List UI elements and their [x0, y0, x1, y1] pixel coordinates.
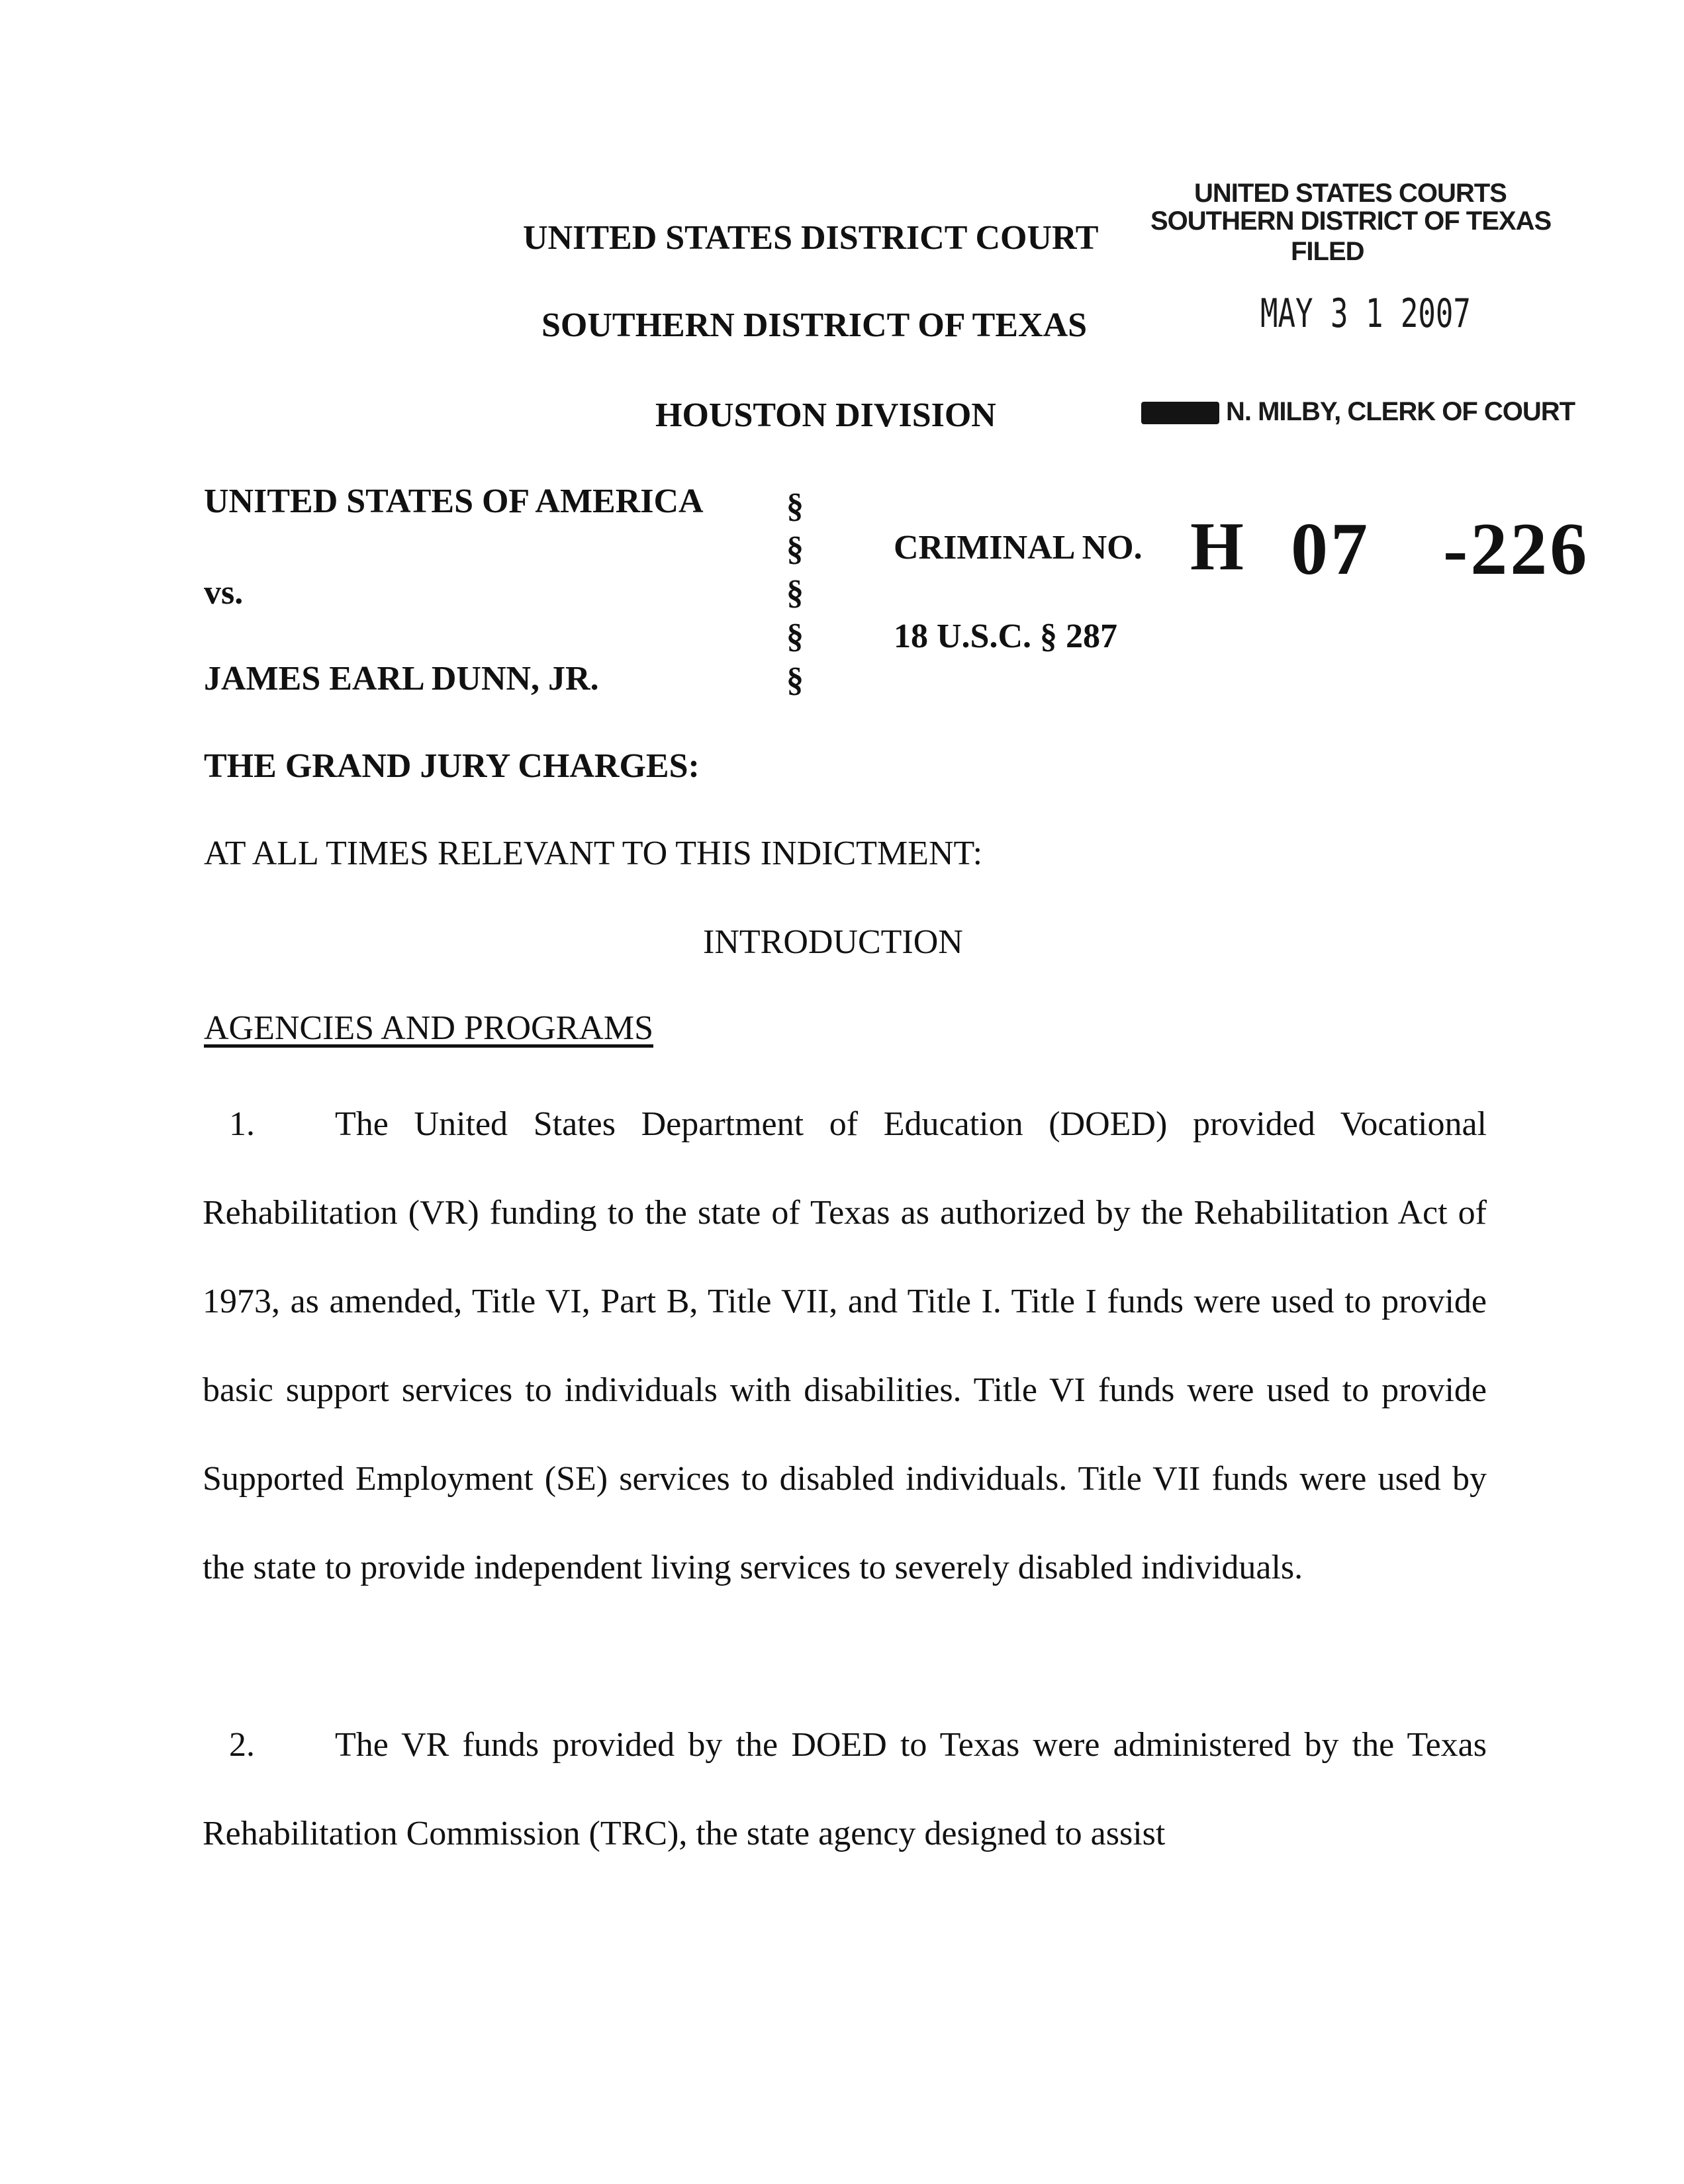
redacted-mark — [1141, 402, 1219, 424]
statute-citation: 18 U.S.C. § 287 — [894, 617, 1118, 655]
agencies-subheading: AGENCIES AND PROGRAMS — [204, 1009, 653, 1047]
criminal-no-label: CRIMINAL NO. — [894, 529, 1143, 567]
paragraph-text: The VR funds provided by the DOED to Texas were administered by the Texas Rehabilitation Commission (TRC), the state agency designed to assist — [203, 1726, 1487, 1852]
filing-stamp-clerk-text: N. MILBY, CLERK OF COURT — [1226, 397, 1575, 426]
defendant-name: JAMES EARL DUNN, JR. — [204, 660, 599, 698]
versus: vs. — [204, 574, 244, 612]
filing-stamp-date: MAY 3 1 2007 — [1260, 291, 1471, 337]
case-year: 07 — [1291, 508, 1370, 590]
division-name: HOUSTON DIVISION — [655, 396, 996, 434]
case-number: -226 — [1443, 508, 1590, 590]
case-letter: H — [1190, 508, 1246, 584]
section-mark: § — [786, 574, 804, 612]
court-name: UNITED STATES DISTRICT COURT — [523, 219, 1099, 257]
filing-stamp-line3: FILED — [1291, 237, 1364, 266]
plaintiff-name: UNITED STATES OF AMERICA — [204, 482, 704, 520]
paragraph-text: The United States Department of Education (DOED) provided Vocational Rehabilitation (VR) funding to the state of Texas as authorized by the Rehabilitation Act of 1973, as amended, Title VI, Part B, Title VII, and Title I. Title I funds were used to provide basic support services to individuals with disabilities. Title VI funds were used to provide Supported Employment (SE) services to disabled individuals. Title VII funds were used by the state to provide independent living services to severely disabled individuals. — [203, 1105, 1487, 1586]
introduction-heading: INTRODUCTION — [703, 923, 963, 961]
paragraph-number: 1. — [229, 1105, 255, 1143]
section-mark: § — [786, 530, 804, 568]
filing-stamp-line2: SOUTHERN DISTRICT OF TEXAS — [1150, 206, 1552, 236]
paragraph-number: 2. — [229, 1726, 255, 1764]
paragraph-2 — [203, 1701, 1487, 1878]
grand-jury-heading: THE GRAND JURY CHARGES: — [204, 747, 700, 785]
filing-stamp-clerk — [1141, 397, 1575, 427]
section-mark: § — [786, 617, 804, 655]
relevant-times-heading: AT ALL TIMES RELEVANT TO THIS INDICTMENT: — [204, 835, 983, 872]
section-mark: § — [786, 661, 804, 699]
paragraph-1 — [203, 1080, 1487, 1612]
section-mark: § — [786, 487, 804, 525]
district-name: SOUTHERN DISTRICT OF TEXAS — [541, 306, 1088, 344]
filing-stamp-line1: UNITED STATES COURTS — [1194, 179, 1507, 208]
